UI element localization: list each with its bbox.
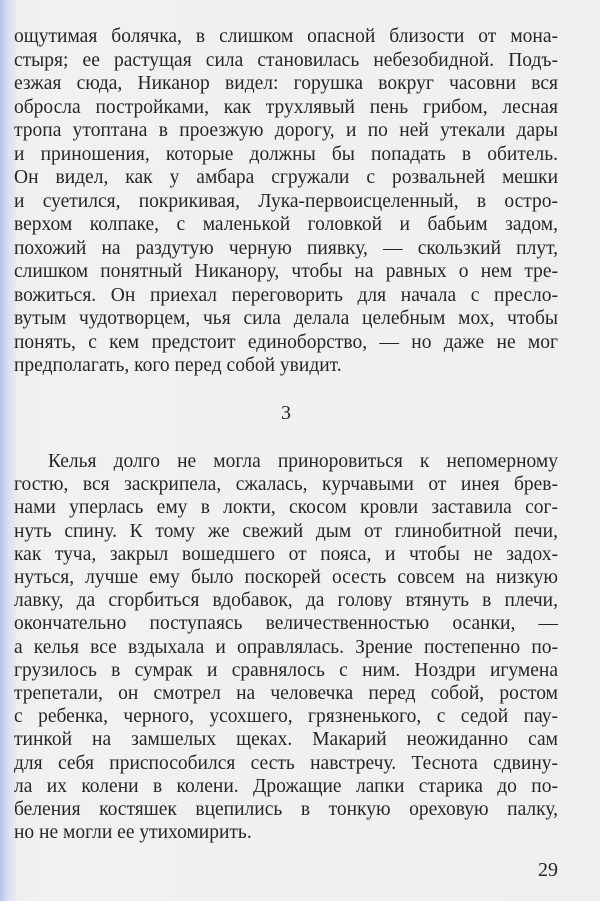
text-line: верхом колпаке, с маленькой головкой и бабьим задом, <box>14 214 558 235</box>
page-number: 29 <box>538 859 558 881</box>
text-line: а келья все вздыхала и оправлялась. Зрение постепенно по- <box>14 636 558 658</box>
text-line: тинкой на замшелых щеках. Макарий неожиданно сам <box>14 729 558 751</box>
text-line: но не могли ее утихомирить. <box>14 822 252 844</box>
text-line: Келья долго не могла приноровиться к непомерному <box>48 451 558 472</box>
text-line: вожиться. Он приехал переговорить для начала с пресло- <box>14 284 558 306</box>
text-line: слишком понятный Никанору, чтобы на равных о нем тре- <box>14 261 558 282</box>
text-line: для себя приспособился сесть навстречу. Теснота сдвину- <box>14 752 558 774</box>
text-line: нами уперлась ему в локти, скосом кровли заставила сог- <box>14 497 558 519</box>
text-line: вутым чудотворцем, чья сила делала целебным мох, чтобы <box>14 308 558 329</box>
text-line: трепетали, он смотрел на человечка перед собой, ростом <box>14 683 558 704</box>
text-line: обросла постройками, как трухлявый пень грибом, лесная <box>14 96 558 118</box>
section-heading: 3 <box>281 402 291 424</box>
text-line: и суетился, покрикивая, Лука-первоисцеленный, в остро- <box>14 190 558 212</box>
text-line: Он видел, как у амбара сгружали с розвальней мешки <box>14 167 558 188</box>
text-line: грузилось в сумрак и сравнялось с ним. Ноздри игумена <box>14 659 558 681</box>
text-line: беления костяшек вцепились в тонкую ореховую палку, <box>14 799 558 820</box>
text-line: гостю, вся заскрипела, сжалась, курчавыми от инея брев- <box>14 474 558 496</box>
text-line: нуть спину. К тому же свежий дым от глинобитной печи, <box>14 520 558 542</box>
text-line: ла их колени в колени. Дрожащие лапки старика до по- <box>14 775 558 797</box>
text-line: понять, с кем предстоит единоборство, — но даже не мог <box>14 331 558 353</box>
text-line: нуться, лучше ему было поскорей осесть совсем на низкую <box>14 567 558 588</box>
text-line: лавку, да сгорбиться вдобавок, да голову втянуть в плечи, <box>14 590 558 612</box>
text-line: похожий на раздутую черную пиявку, — скользкий плут, <box>14 237 558 259</box>
text-line: как туча, закрыл вошедшего от пояса, и чтобы не задох- <box>14 543 558 565</box>
text-line: тропа утоптана в проезжую дорогу, и по ней утекали дары <box>14 120 558 141</box>
text-line: стыря; ее растущая сила становилась небезобидной. Подъ- <box>14 49 558 71</box>
text-line: окончательно поступаясь величественностью осанки, — <box>14 613 558 635</box>
text-line: ощутимая болячка, в слишком опасной близости от мона- <box>14 26 558 47</box>
text-line: предполагать, кого перед собой увидит. <box>14 355 342 376</box>
text-line: езжая сюда, Никанор видел: горушка вокруг часовни вся <box>14 73 558 94</box>
text-line: и приношения, которые должны бы попадать в обитель. <box>14 143 558 165</box>
text-line: с ребенка, черного, усохшего, грязненького, с седой пау- <box>14 706 558 728</box>
